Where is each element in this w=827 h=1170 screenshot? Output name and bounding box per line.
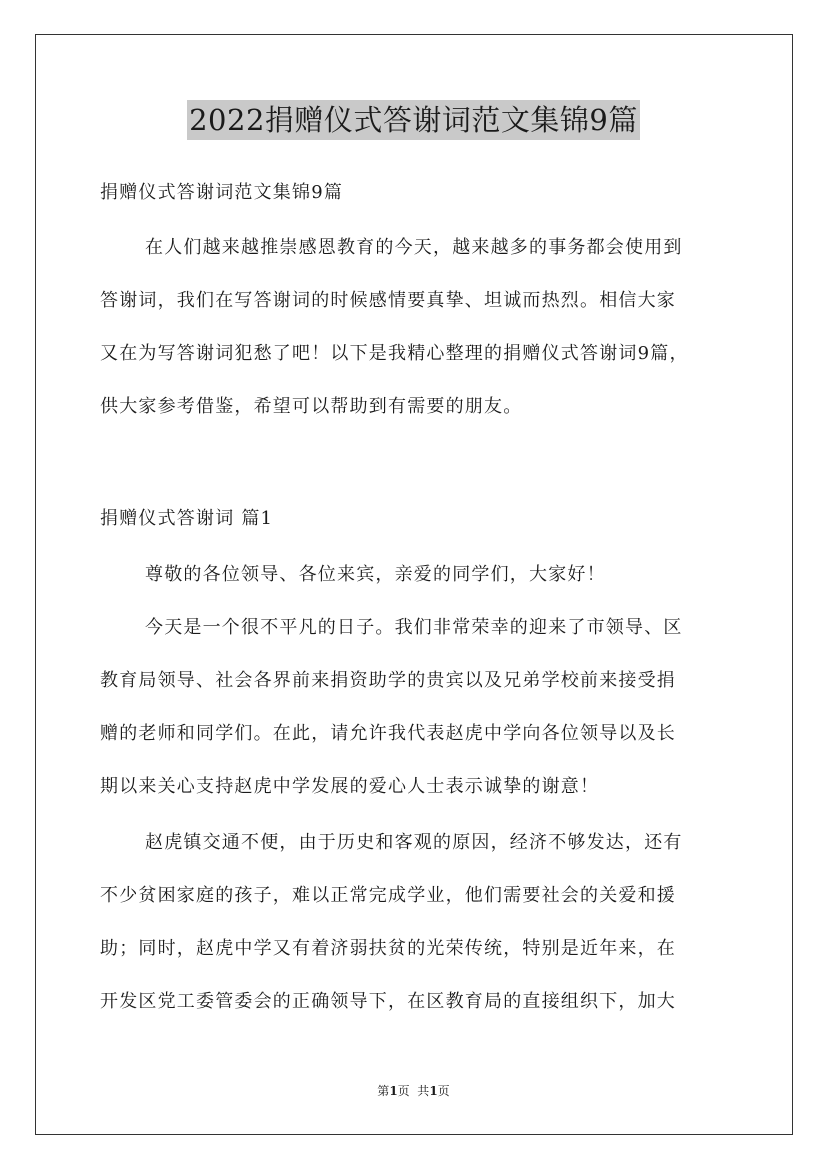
page-mid: 页 共 — [397, 1084, 430, 1098]
page-suffix: 页 — [437, 1084, 450, 1098]
paragraph-line: 助；同时，赵虎中学又有着济弱扶贫的光荣传统，特别是近年来，在 — [100, 938, 676, 959]
title-area — [0, 100, 827, 140]
paragraph-line: 开发区党工委管委会的正确领导下，在区教育局的直接组织下，加大 — [100, 991, 676, 1012]
page-prefix: 第 — [377, 1084, 390, 1098]
paragraph-line: 供大家参考借鉴，希望可以帮助到有需要的朋友。 — [100, 396, 523, 417]
document-title: 2022捐赠仪式答谢词范文集锦9篇 — [187, 100, 640, 140]
paragraph-line: 赵虎镇交通不便，由于历史和客观的原因，经济不够发达，还有 — [145, 832, 683, 853]
paragraph-line: 期以来关心支持赵虎中学发展的爱心人士表示诚挚的谢意！ — [100, 776, 600, 797]
paragraph-line: 今天是一个很不平凡的日子。我们非常荣幸的迎来了市领导、区 — [145, 617, 683, 638]
section-heading: 捐赠仪式答谢词范文集锦9篇 — [100, 182, 344, 203]
section-heading: 捐赠仪式答谢词 篇1 — [100, 508, 274, 529]
paragraph-line: 又在为写答谢词犯愁了吧！以下是我精心整理的捐赠仪式答谢词9篇， — [100, 343, 689, 364]
paragraph-line: 不少贫困家庭的孩子，难以正常完成学业，他们需要社会的关爱和援 — [100, 885, 676, 906]
paragraph-line: 在人们越来越推崇感恩教育的今天，越来越多的事务都会使用到 — [145, 237, 683, 258]
page-number: 1 — [389, 1084, 398, 1098]
paragraph-line: 答谢词，我们在写答谢词的时候感情要真挚、坦诚而热烈。相信大家 — [100, 290, 676, 311]
page-total: 1 — [429, 1084, 438, 1098]
paragraph-line: 尊敬的各位领导、各位来宾，亲爱的同学们，大家好！ — [145, 564, 606, 585]
paragraph-line: 赠的老师和同学们。在此，请允许我代表赵虎中学向各位领导以及长 — [100, 723, 676, 744]
paragraph-line: 教育局领导、社会各界前来捐资助学的贵宾以及兄弟学校前来接受捐 — [100, 670, 676, 691]
page-footer — [0, 1083, 827, 1099]
